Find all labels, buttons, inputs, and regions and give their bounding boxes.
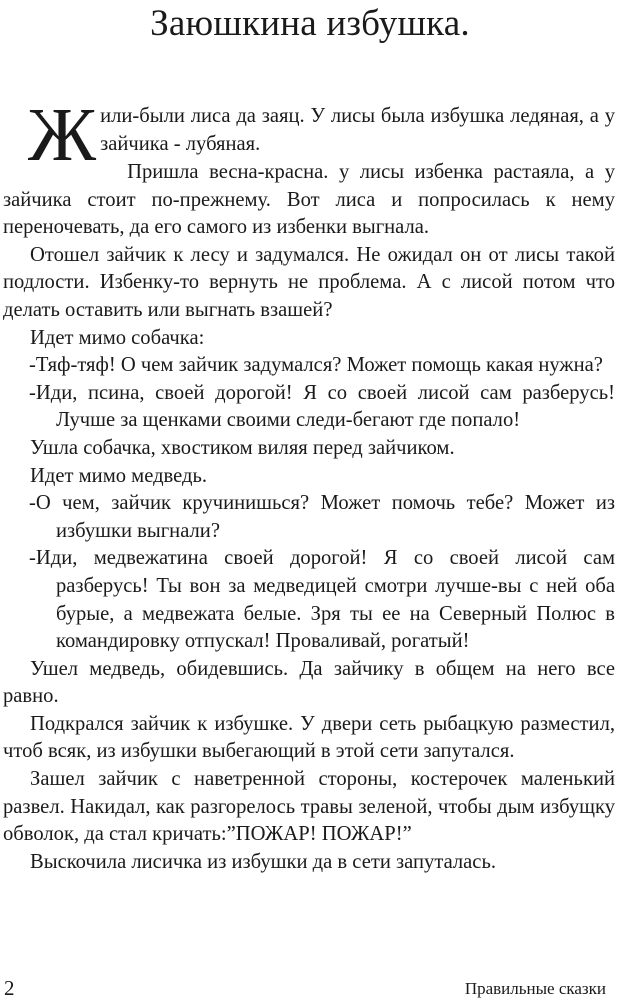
paragraph: Ушла собачка, хвостиком виляя перед зайчиком. [30, 436, 455, 459]
drop-cap-letter: Ж [28, 93, 97, 177]
dialogue-line: -Иди, медвежатина своей дорогой! Я со своей лисой сам разберусь! Ты вон за медведицей смотри лучше-вы с ней оба бурые, а медвежата белые. Зря ты ее на Северный Полюс в командировку отпускал! Проваливай, рогатый! [29, 547, 615, 653]
first-paragraph [3, 93, 615, 177]
paragraph: Пришла весна-красна. у лисы избенка растаяла, а у зайчика стоит по-прежнему. Вот лиса и попросилась к нему переночевать, да его самого из избенки выгнала. [3, 161, 615, 239]
page-title: Заюшкина избушка. [150, 3, 470, 44]
page-number: 2 [4, 976, 15, 1000]
dialogue-line: -Иди, псина, своей дорогой! Я со своей лисой сам разберусь! Лучше за щенками своими следи-бегают где попало! [29, 381, 615, 432]
dialogue-line: -О чем, зайчик кручинишься? Может помочь тебе? Может из избушки выгнали? [29, 492, 615, 542]
paragraph: Ушел медведь, обидевшись. Да зайчику в общем на него все равно. [3, 657, 615, 708]
paragraph: Идет мимо собачка: [30, 326, 205, 349]
first-paragraph-text: или-были лиса да заяц. У лисы была избушка ледяная, а у зайчика - лубяная. [100, 105, 615, 155]
paragraph: Выскочила лисичка из избушки да в сети запуталась. [30, 850, 496, 873]
paragraph: Зашел зайчик с наветренной стороны, костерочек маленький развел. Накидал, как разгорелось травы зеленой, чтобы дым избущку обволок, да стал кричать:”ПОЖАР! ПОЖАР!” [3, 768, 615, 846]
dialogue-line: -Тяф-тяф! О чем зайчик задумался? Может помощь какая нужна? [29, 354, 603, 377]
page-footer [0, 974, 620, 1003]
story-text [3, 93, 615, 876]
running-title: Правильные сказки [464, 979, 606, 998]
paragraph: Идет мимо медведь. [30, 464, 208, 487]
paragraph: Подкрался зайчик к избушке. У двери сеть рыбацкую разместил, чтоб всяк, из избушки выбегающий в этой сети запутался. [3, 712, 615, 763]
paragraph: Отошел зайчик к лесу и задумался. Не ожидал он от лисы такой подлости. Избенку-то вернуть не проблема. А с лисой потом что делать оставить или выгнать взашей? [3, 243, 615, 321]
